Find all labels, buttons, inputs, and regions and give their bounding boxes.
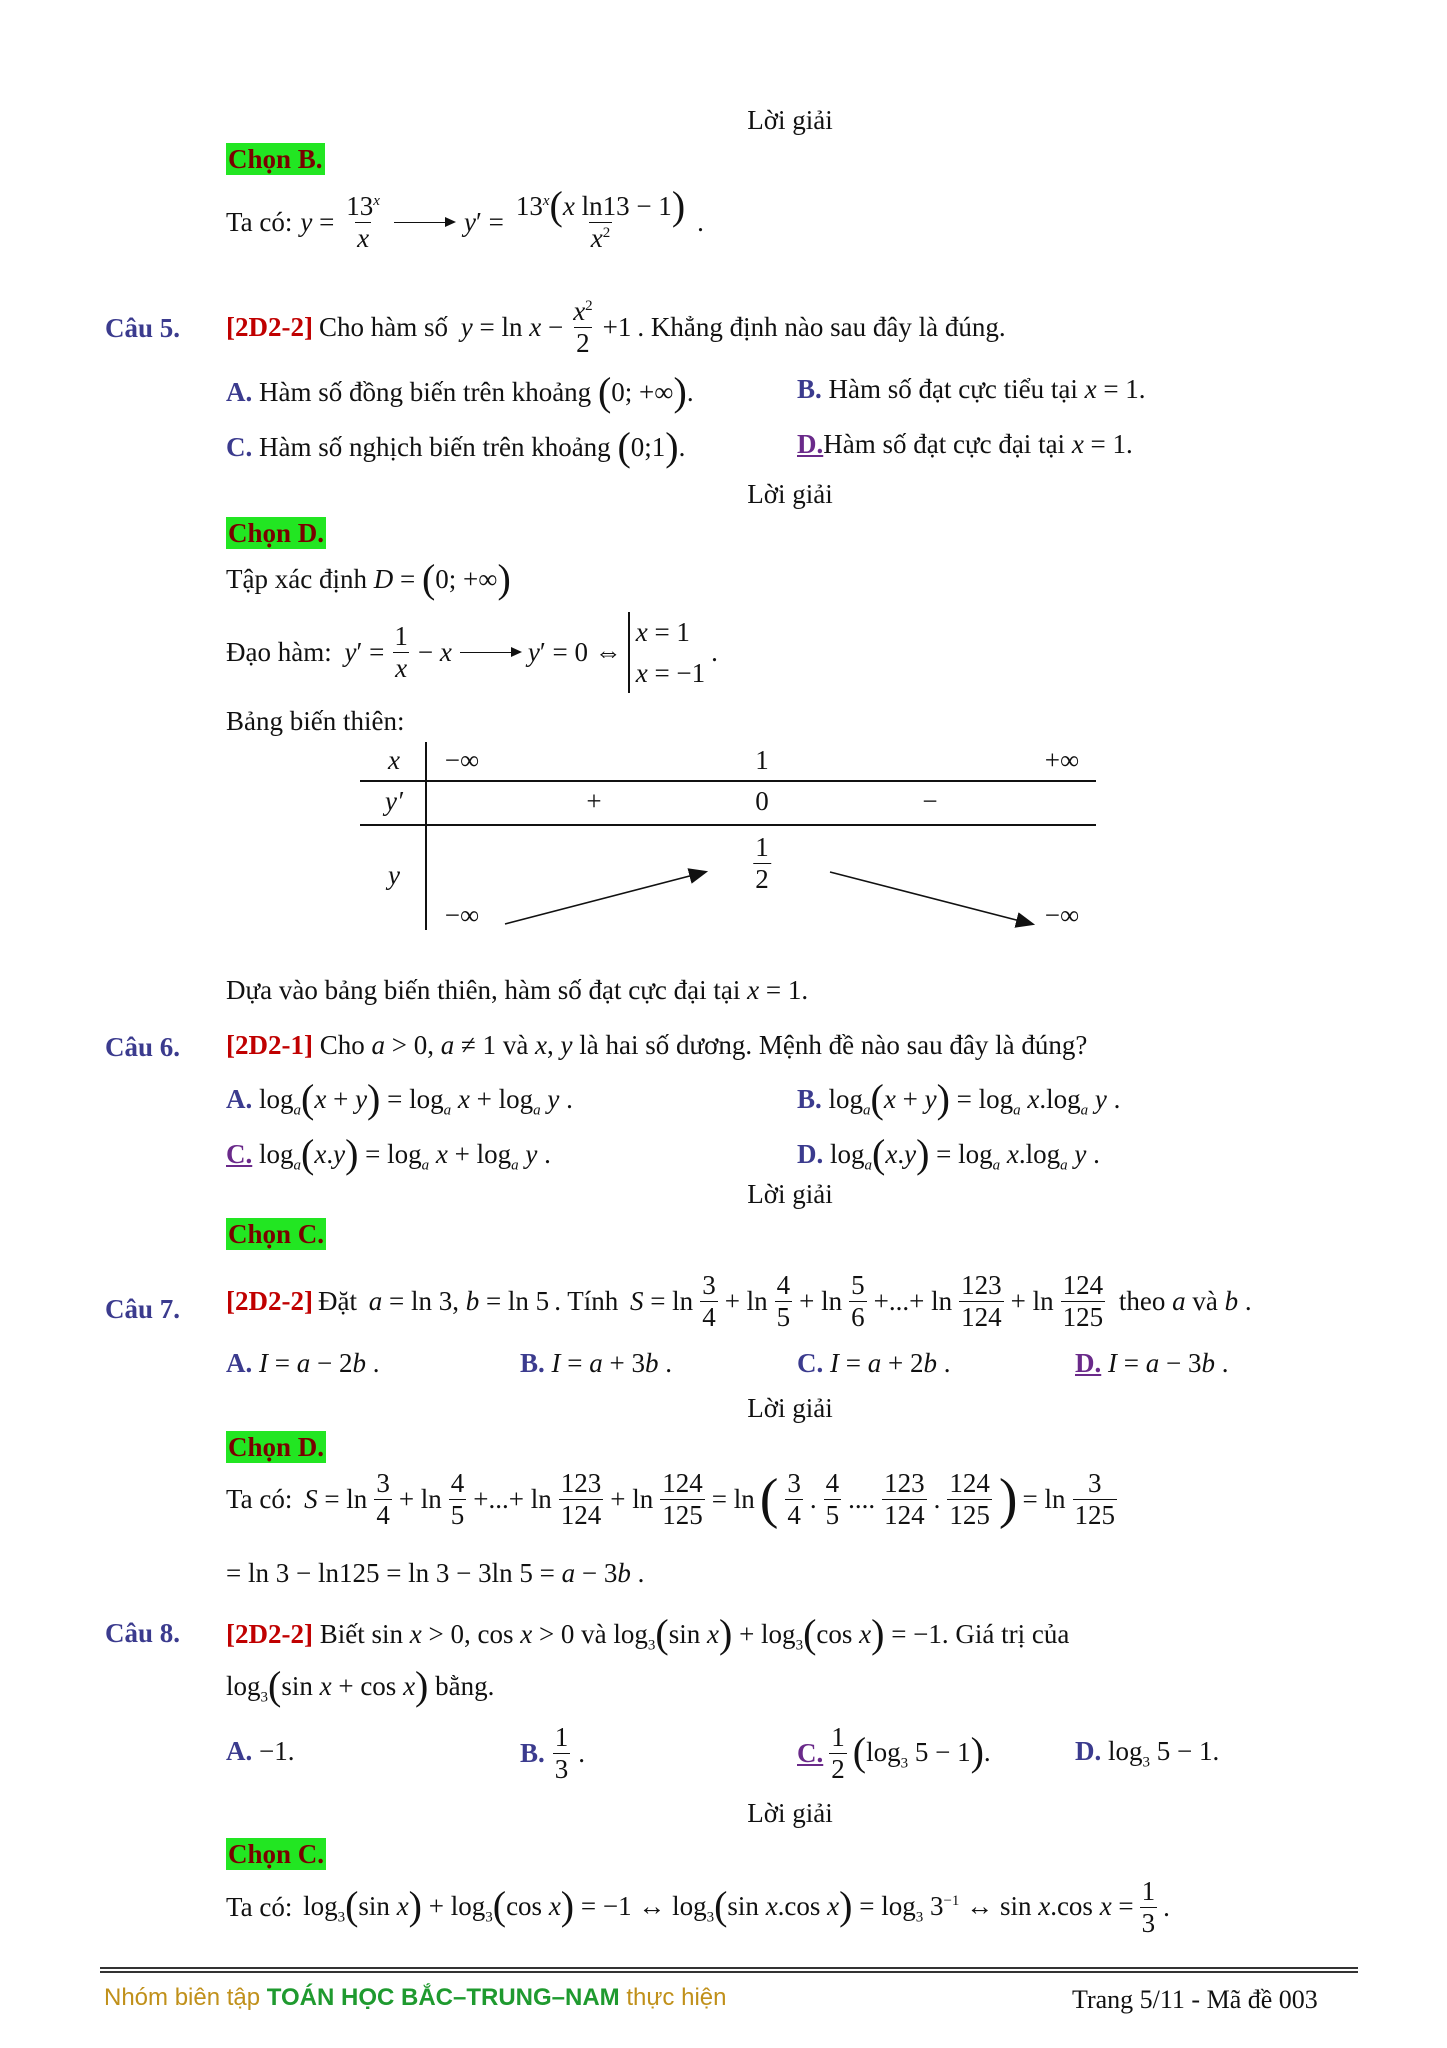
table-y-max: $\frac{1}{2}$: [755, 832, 769, 895]
q8-solution: Ta có: $\log_3(\sin$ $x) + \log_3(\cos$ x) = −1 ↔ $\log_3(\sin$ x.cos $x) = \log_3 3^{-1}$ ↔ sin x.cos x = $\frac{1}{3}$ .: [226, 1876, 1170, 1939]
question-number: Câu 7.: [105, 1294, 181, 1324]
table-x-value: 1: [755, 745, 769, 775]
q7-option-c: C. I = a + 2b .: [797, 1348, 951, 1378]
q7-option-a: A. I = a − 2b .: [226, 1348, 380, 1378]
table-y-left: −∞: [444, 900, 480, 930]
table-x-value: −∞: [444, 745, 480, 775]
q8-option-c: C. $\frac{1}{2}$ ($\log_3$ 5 − 1).: [797, 1722, 991, 1785]
question-number: Câu 6.: [105, 1032, 181, 1062]
table-sign: −: [922, 786, 938, 816]
q4-derivative-line: Ta có: y = $\frac{13^x}{x}$ y′ = $\frac{13^x(x \ln 13 - 1)}{x^2}$ .: [226, 183, 704, 254]
footer-rule: [100, 1967, 1358, 1969]
table-y-right: −∞: [1044, 900, 1080, 930]
solution-heading: Lời giải: [747, 1179, 833, 1209]
page-number: Trang 5/11 - Mã đề 003: [1072, 1985, 1318, 2014]
variation-table: [360, 742, 1096, 932]
solution-heading: Lời giải: [747, 105, 833, 135]
chosen-answer-badge: Chọn C.: [228, 1219, 325, 1249]
q7-stem: [2D2-2] Đặt a = ln 3, b = ln 5 . Tính S = ln $\frac{3}{4}$ + ln $\frac{4}{5}$ + ln $\frac{5}{6}$ +...+ ln $\frac{123}{124}$ + ln $\frac{124}{125}$ theo a và b .: [226, 1270, 1252, 1333]
table-x-label: x: [388, 745, 400, 775]
solution-heading: Lời giải: [747, 1393, 833, 1423]
q5-derivative: Đạo hàm: y′ = $\frac{1}{x}$ − x y′ = 0 ⇔ x = 1 x = −1 .: [226, 612, 718, 693]
q5-option-b: B. Hàm số đạt cực tiểu tại x = 1.: [797, 374, 1146, 404]
q5-option-a: A. Hàm số đồng biến trên khoảng (0; +∞).: [226, 369, 694, 414]
q6-option-a: A. $\log_a(x + y) = \log_a x + \log_a y$ .: [226, 1076, 573, 1121]
q8-option-d: D. $\log_3 5 - 1$.: [1075, 1736, 1220, 1771]
chosen-answer-badge: Chọn C.: [228, 1839, 325, 1869]
q8-stem: [2D2-2] Biết sin x > 0, cos x > 0 và $\log_3(\sin$ $x) + \log_3(\cos$ x) = −1. Giá trị của: [226, 1611, 1070, 1656]
table-arrows: [360, 742, 1096, 932]
table-yprime-label: y′: [385, 786, 403, 816]
q8-stem-line2: $\log_3(\sin$ x + cos x) bằng.: [226, 1663, 495, 1708]
arrow-increasing: [505, 872, 705, 924]
q6-option-c: C. $\log_a(x.y) = \log_a x + \log_a y$ .: [226, 1131, 551, 1176]
q6-stem: [2D2-1] Cho a > 0, a ≠ 1 và x, y là hai số dương. Mệnh đề nào sau đây là đúng?: [226, 1030, 1088, 1060]
chosen-answer-badge: Chọn B.: [228, 144, 323, 174]
table-sign: 0: [755, 786, 769, 816]
question-number: Câu 8.: [105, 1618, 181, 1648]
q5-domain: Tập xác định D = (0; +∞): [226, 556, 511, 601]
arrow-decreasing: [830, 872, 1032, 924]
q6-option-d: D. $\log_a(x.y) = \log_a x.\log_a$ y .: [797, 1131, 1100, 1176]
q7-option-d: D. I = a − 3b .: [1075, 1348, 1229, 1378]
solution-heading: Lời giải: [747, 1798, 833, 1828]
q7-solution-line2: = ln 3 − ln125 = ln 3 − 3ln 5 = a − 3b .: [226, 1558, 645, 1588]
table-x-value: +∞: [1044, 745, 1080, 775]
q5-option-c: C. Hàm số nghịch biến trên khoảng (0;1).: [226, 424, 686, 469]
chosen-answer-badge: Chọn D.: [228, 518, 325, 548]
q7-option-b: B. I = a + 3b .: [520, 1348, 672, 1378]
q8-option-a: A. −1.: [226, 1736, 295, 1766]
q6-option-b: B. $\log_a(x + y) = \log_a x.\log_a$ y .: [797, 1076, 1121, 1121]
footer-rule: [100, 1971, 1358, 1973]
q5-stem: [2D2-2] Cho hàm số y = ln x − $\frac{x^2}{2}$ +1 . Khẳng định nào sau đây là đúng.: [226, 296, 1006, 359]
q5-option-d: D.Hàm số đạt cực đại tại x = 1.: [797, 429, 1133, 459]
q5-table-caption: Bảng biến thiên:: [226, 706, 405, 736]
solution-heading: Lời giải: [747, 479, 833, 509]
q8-option-b: B. $\frac{1}{3}$ .: [520, 1722, 586, 1785]
chosen-answer-badge: Chọn D.: [228, 1432, 325, 1462]
table-y-label: y: [388, 860, 400, 890]
question-number: Câu 5.: [105, 313, 181, 343]
q5-conclusion: Dựa vào bảng biến thiên, hàm số đạt cực đại tại x = 1.: [226, 975, 809, 1005]
footer-credit: Nhóm biên tập TOÁN HỌC BẮC–TRUNG–NAM thực hiện: [104, 1984, 727, 2011]
table-sign: +: [586, 786, 602, 816]
q7-solution-line1: Ta có: S = ln $\frac{3}{4}$ + ln $\frac{4}{5}$ +...+ ln $\frac{123}{124}$ + ln $\frac{124}{125}$ = ln ( $\frac{3}{4}$ . $\frac{4}{5}$ .... $\frac{123}{124}$ . $\frac{124}{125}$ ) = ln $\frac{3}{125}$: [226, 1468, 1116, 1531]
